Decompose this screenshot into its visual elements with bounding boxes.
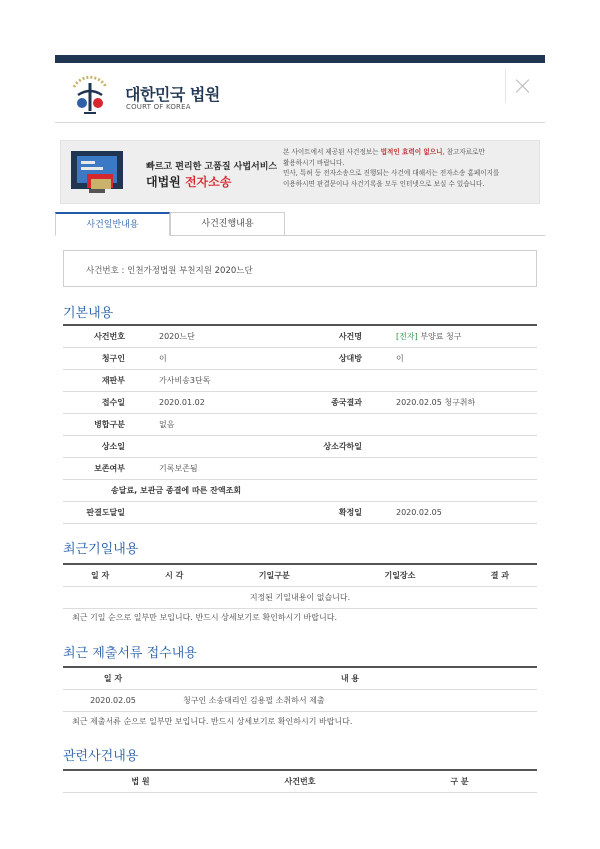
col-hearing-place: 기일장소 bbox=[337, 564, 463, 586]
table-row bbox=[63, 586, 537, 608]
col-date: 일 자 bbox=[63, 564, 137, 586]
value-appeal-date bbox=[153, 435, 300, 457]
table-row bbox=[63, 369, 537, 391]
balance-inquiry-link[interactable]: 송달료, 보관금 종결에 따른 잔액조회 bbox=[63, 479, 537, 501]
table-header-row bbox=[63, 667, 537, 689]
table-row bbox=[63, 391, 537, 413]
close-icon[interactable] bbox=[505, 69, 539, 103]
hearings-note: 최근 기일 순으로 일부만 보입니다. 반드시 상세보기로 확인하시기 바랍니다. bbox=[72, 613, 337, 622]
col-content: 내 용 bbox=[163, 667, 537, 689]
table-row bbox=[63, 479, 537, 501]
banner-headline: 빠르고 편리한 고품질 사법서비스 bbox=[146, 162, 278, 172]
value-judgment-delivery-date bbox=[153, 501, 300, 523]
banner-notice-line1: 본 사이트에서 제공된 사건정보는 법적인 효력이 없으니, 참고자료로만 bbox=[283, 148, 485, 156]
value-received-date: 2020.01.02 bbox=[153, 391, 300, 413]
value-claimant: 이 bbox=[153, 347, 300, 369]
ecourt-illustration-icon bbox=[67, 147, 127, 197]
logo-subtitle: COURT OF KOREA bbox=[126, 103, 191, 111]
value-appeal-dismissal-date bbox=[390, 435, 537, 457]
documents-table bbox=[63, 666, 537, 712]
basic-info-table bbox=[63, 324, 537, 524]
site-header bbox=[55, 63, 545, 123]
banner-notice-line4: 이용하시면 판결문이나 사건기록을 모두 인터넷으로 보실 수 있습니다. bbox=[283, 179, 485, 188]
section-title-documents: 최근 제출서류 접수내용 bbox=[63, 646, 197, 661]
col-court: 법 원 bbox=[63, 770, 218, 792]
table-header-row bbox=[63, 770, 537, 792]
banner-title-prefix: 대법원 bbox=[146, 175, 181, 189]
label-court-division: 재판부 bbox=[63, 369, 153, 391]
label-received-date: 접수일 bbox=[63, 391, 153, 413]
document-content: 청구인 소송대리인 김용필 소취하서 제출 bbox=[163, 689, 537, 711]
label-finalized-date: 확정일 bbox=[300, 501, 390, 523]
case-name-text: 부양료 청구 bbox=[417, 331, 462, 341]
table-row bbox=[63, 347, 537, 369]
col-date: 일 자 bbox=[63, 667, 163, 689]
value-court-division: 가사비송3단독 bbox=[153, 369, 537, 391]
table-row bbox=[63, 501, 537, 523]
logo-title[interactable]: 대한민국 법원 bbox=[125, 85, 220, 104]
banner-title-highlight: 전자소송 bbox=[184, 175, 232, 189]
banner-notice-line2: 활용하시기 바랍니다. bbox=[283, 158, 345, 167]
label-claimant: 청구인 bbox=[63, 347, 153, 369]
section-title-related: 관련사건내용 bbox=[63, 749, 139, 764]
table-row bbox=[63, 325, 537, 347]
ecourt-banner[interactable] bbox=[60, 140, 540, 204]
tab-case-general[interactable]: 사건일반내용 bbox=[55, 212, 170, 236]
table-row bbox=[63, 413, 537, 435]
banner-title bbox=[146, 173, 231, 190]
label-merge-type: 병합구분 bbox=[63, 413, 153, 435]
col-case-number: 사건번호 bbox=[218, 770, 382, 792]
section-title-basic: 기본내용 bbox=[63, 306, 114, 321]
value-respondent: 이 bbox=[390, 347, 537, 369]
electronic-tag: [전자] bbox=[396, 331, 418, 341]
documents-note: 최근 제출서류 순으로 일부만 보입니다. 반드시 상세보기로 확인하시기 바랍니다. bbox=[72, 717, 353, 726]
label-appeal-dismissal-date: 상소각하일 bbox=[300, 435, 390, 457]
tab-case-progress[interactable]: 사건진행내용 bbox=[170, 212, 285, 236]
col-result: 결 과 bbox=[463, 564, 537, 586]
table-row bbox=[63, 435, 537, 457]
value-final-result: 2020.02.05 청구취하 bbox=[390, 391, 537, 413]
value-preservation: 기록보존됨 bbox=[153, 457, 537, 479]
hearings-table bbox=[63, 563, 537, 609]
label-preservation: 보존여부 bbox=[63, 457, 153, 479]
related-cases-table bbox=[63, 769, 537, 793]
table-row bbox=[63, 457, 537, 479]
label-final-result: 종국결과 bbox=[300, 391, 390, 413]
label-judgment-delivery-date: 판결도달일 bbox=[63, 501, 153, 523]
label-case-name: 사건명 bbox=[300, 325, 390, 347]
document-date: 2020.02.05 bbox=[63, 689, 163, 711]
case-number-text: 사건번호 : 인천가정법원 부천지원 2020느단 bbox=[86, 266, 253, 276]
col-category: 구 분 bbox=[382, 770, 537, 792]
label-appeal-date: 상소일 bbox=[63, 435, 153, 457]
table-row bbox=[63, 689, 537, 711]
col-time: 시 각 bbox=[137, 564, 211, 586]
banner-notice-line3: 민사, 특허 등 전자소송으로 진행되는 사건에 대해서는 전자소송 홈페이지를 bbox=[283, 169, 500, 178]
empty-hearings-message: 지정된 기일내용이 없습니다. bbox=[63, 586, 537, 608]
table-header-row bbox=[63, 564, 537, 586]
value-finalized-date: 2020.02.05 bbox=[390, 501, 537, 523]
value-case-name bbox=[390, 325, 537, 347]
value-case-number: 2020느단 bbox=[153, 325, 300, 347]
case-number-box bbox=[63, 250, 537, 287]
label-respondent: 상대방 bbox=[300, 347, 390, 369]
col-hearing-type: 기일구분 bbox=[211, 564, 337, 586]
banner-notice bbox=[283, 147, 538, 189]
top-accent-bar bbox=[55, 55, 545, 63]
case-tabs bbox=[55, 212, 545, 236]
label-case-number: 사건번호 bbox=[63, 325, 153, 347]
court-emblem-icon[interactable] bbox=[68, 73, 112, 117]
section-title-hearings: 최근기일내용 bbox=[63, 542, 139, 557]
value-merge-type: 없음 bbox=[153, 413, 537, 435]
